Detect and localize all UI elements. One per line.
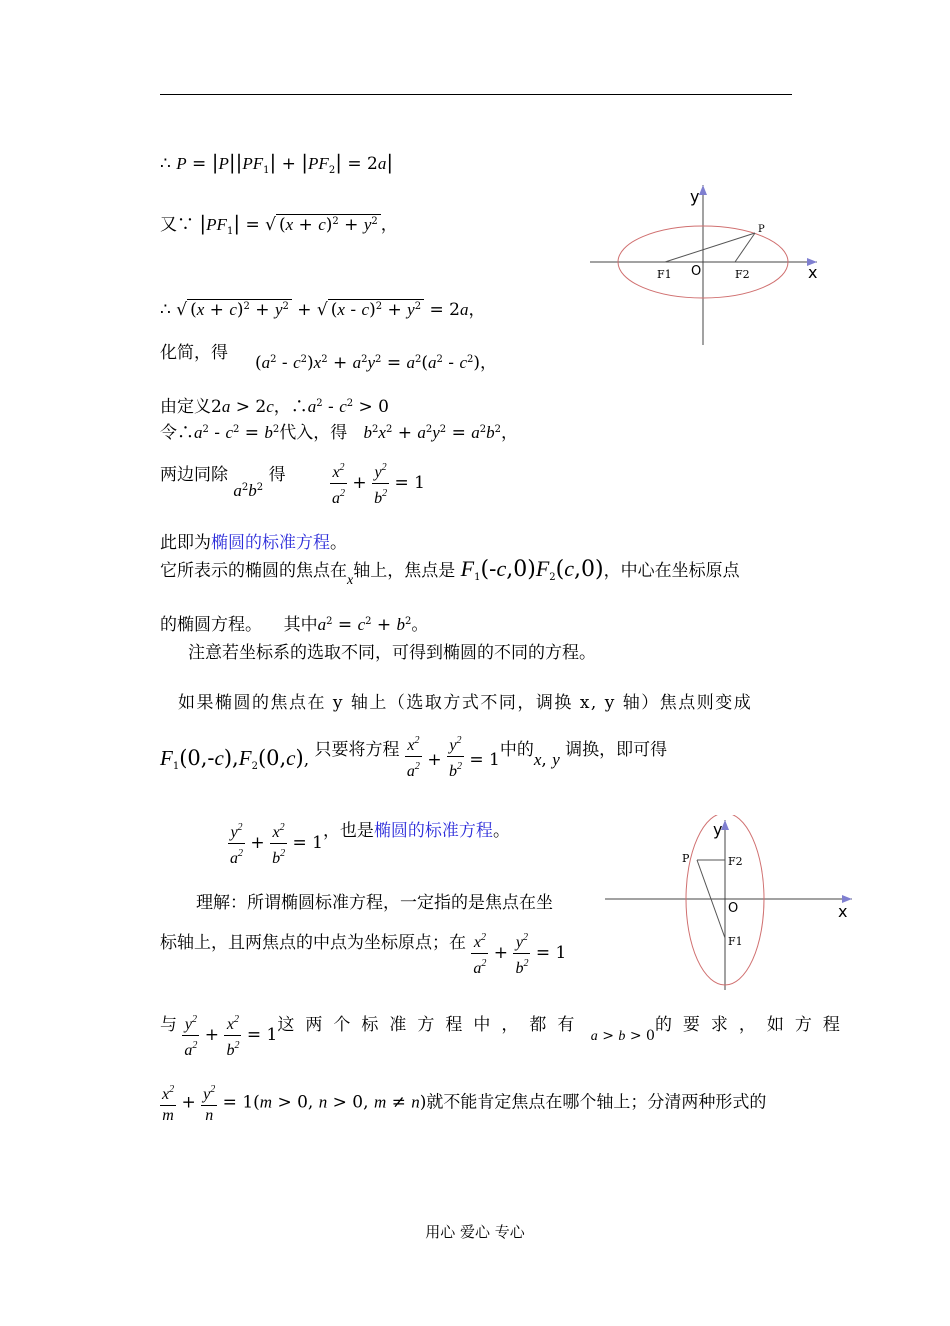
ellipse-figure-vertical [600, 815, 860, 995]
understanding-line-2: 标轴上，且两焦点的中点为坐标原点；在 $\frac{x^2}{a^2}$ + $\frac{y^2}{b^2}$ = 1 [160, 928, 566, 979]
eq-pf1: 又∵ $|PF_1|$ = √ $(x + c)^2 + y^2$ ， [160, 211, 398, 237]
f2-label: F2 [728, 855, 743, 868]
origin-label: O [728, 901, 739, 916]
std-eq-link[interactable]: 椭圆的标准方程 [211, 533, 330, 553]
definition-line: 由定义2a > 2c，$\therefore a^2 - c^2 > 0$ [160, 397, 389, 417]
note-line: 注意若坐标系的选取不同，可得到椭圆的不同的方程。 [188, 643, 596, 663]
page-footer: 用心 爱心 专心 [425, 1223, 525, 1241]
p-label: P [682, 852, 690, 865]
substitution-line: 令$\therefore a^2 - c^2 = b^2$代入，得 $b^2x^2 + a^2y^2 = a^2b^2$， [160, 423, 518, 443]
f1-label: F1 [728, 935, 743, 948]
relation-line: 的椭圆方程。 其中$a^2 = c^2 + b^2$。 [160, 615, 429, 635]
focus-line: 它所表示的椭圆的焦点在$_x$轴上，焦点是 $F_1(-c,0)F_2(c,0)$，中心在坐标原点 [160, 556, 740, 588]
understanding-line: 理解：所谓椭圆标准方程，一定指的是焦点在坐 [196, 893, 553, 913]
f1-label: F1 [657, 268, 672, 281]
y-axis-label: y [690, 187, 700, 206]
p-label: P [758, 224, 765, 235]
eq-definition: ∴ $P = |P||PF_1| + |PF_2| = 2a|$ [160, 150, 394, 176]
simplify-text: 化简，得 [160, 343, 228, 363]
swap-line: $F_1(0,-c),F_2(0,c)$, 只要将方程 $\frac{x^2}{a^2}$ + $\frac{y^2}{b^2}$ = 1中的x, y 调换，即可得 [160, 735, 667, 786]
y-axis-label: y [713, 820, 723, 839]
x-axis-label: x [808, 263, 818, 282]
eq-sum: ∴ √ $(x + c)^2 + y^2$ + √ $(x - c)^2 + y^2 = 2a$， [160, 300, 486, 320]
divide-line: 两边同除 $a^2b^2$ 得 [160, 465, 286, 500]
x-axis-label: x [838, 902, 848, 921]
requirement-line: 与 $\frac{y^2}{a^2}$ + $\frac{x^2}{b^2}$ = 1这两个标准方程中，都有 a > b > 0的要求，如方程 [160, 1010, 851, 1061]
std-eq-link-2[interactable]: 椭圆的标准方程 [373, 821, 493, 841]
yaxis-focus-line: 如果椭圆的焦点在 y 轴上（选取方式不同，调换 x, y 轴）焦点则变成 [178, 693, 753, 713]
header-rule [160, 94, 792, 95]
eq-simplified: $(a^2 - c^2)x^2 + a^2y^2 = a^2(a^2 - c^2)$， [255, 353, 497, 373]
std-eq-2: $\frac{y^2}{a^2}$ + $\frac{x^2}{b^2}$ = 1，也是椭圆的标准方程。 [228, 818, 510, 869]
std-eq-1: $\frac{x^2}{a^2}$ + $\frac{y^2}{b^2}$ = 1 [330, 458, 425, 509]
f2-label: F2 [735, 268, 750, 281]
origin-label: O [691, 264, 702, 279]
ellipse-figure-horizontal [585, 180, 825, 350]
general-eq-line: $\frac{x^2}{m}$ + $\frac{y^2}{n}$ = 1(m > 0, n > 0, m ≠ n)就不能肯定焦点在哪个轴上；分清两种形式的 [160, 1080, 766, 1126]
std-eq-statement: 此即为椭圆的标准方程。 [160, 533, 347, 553]
